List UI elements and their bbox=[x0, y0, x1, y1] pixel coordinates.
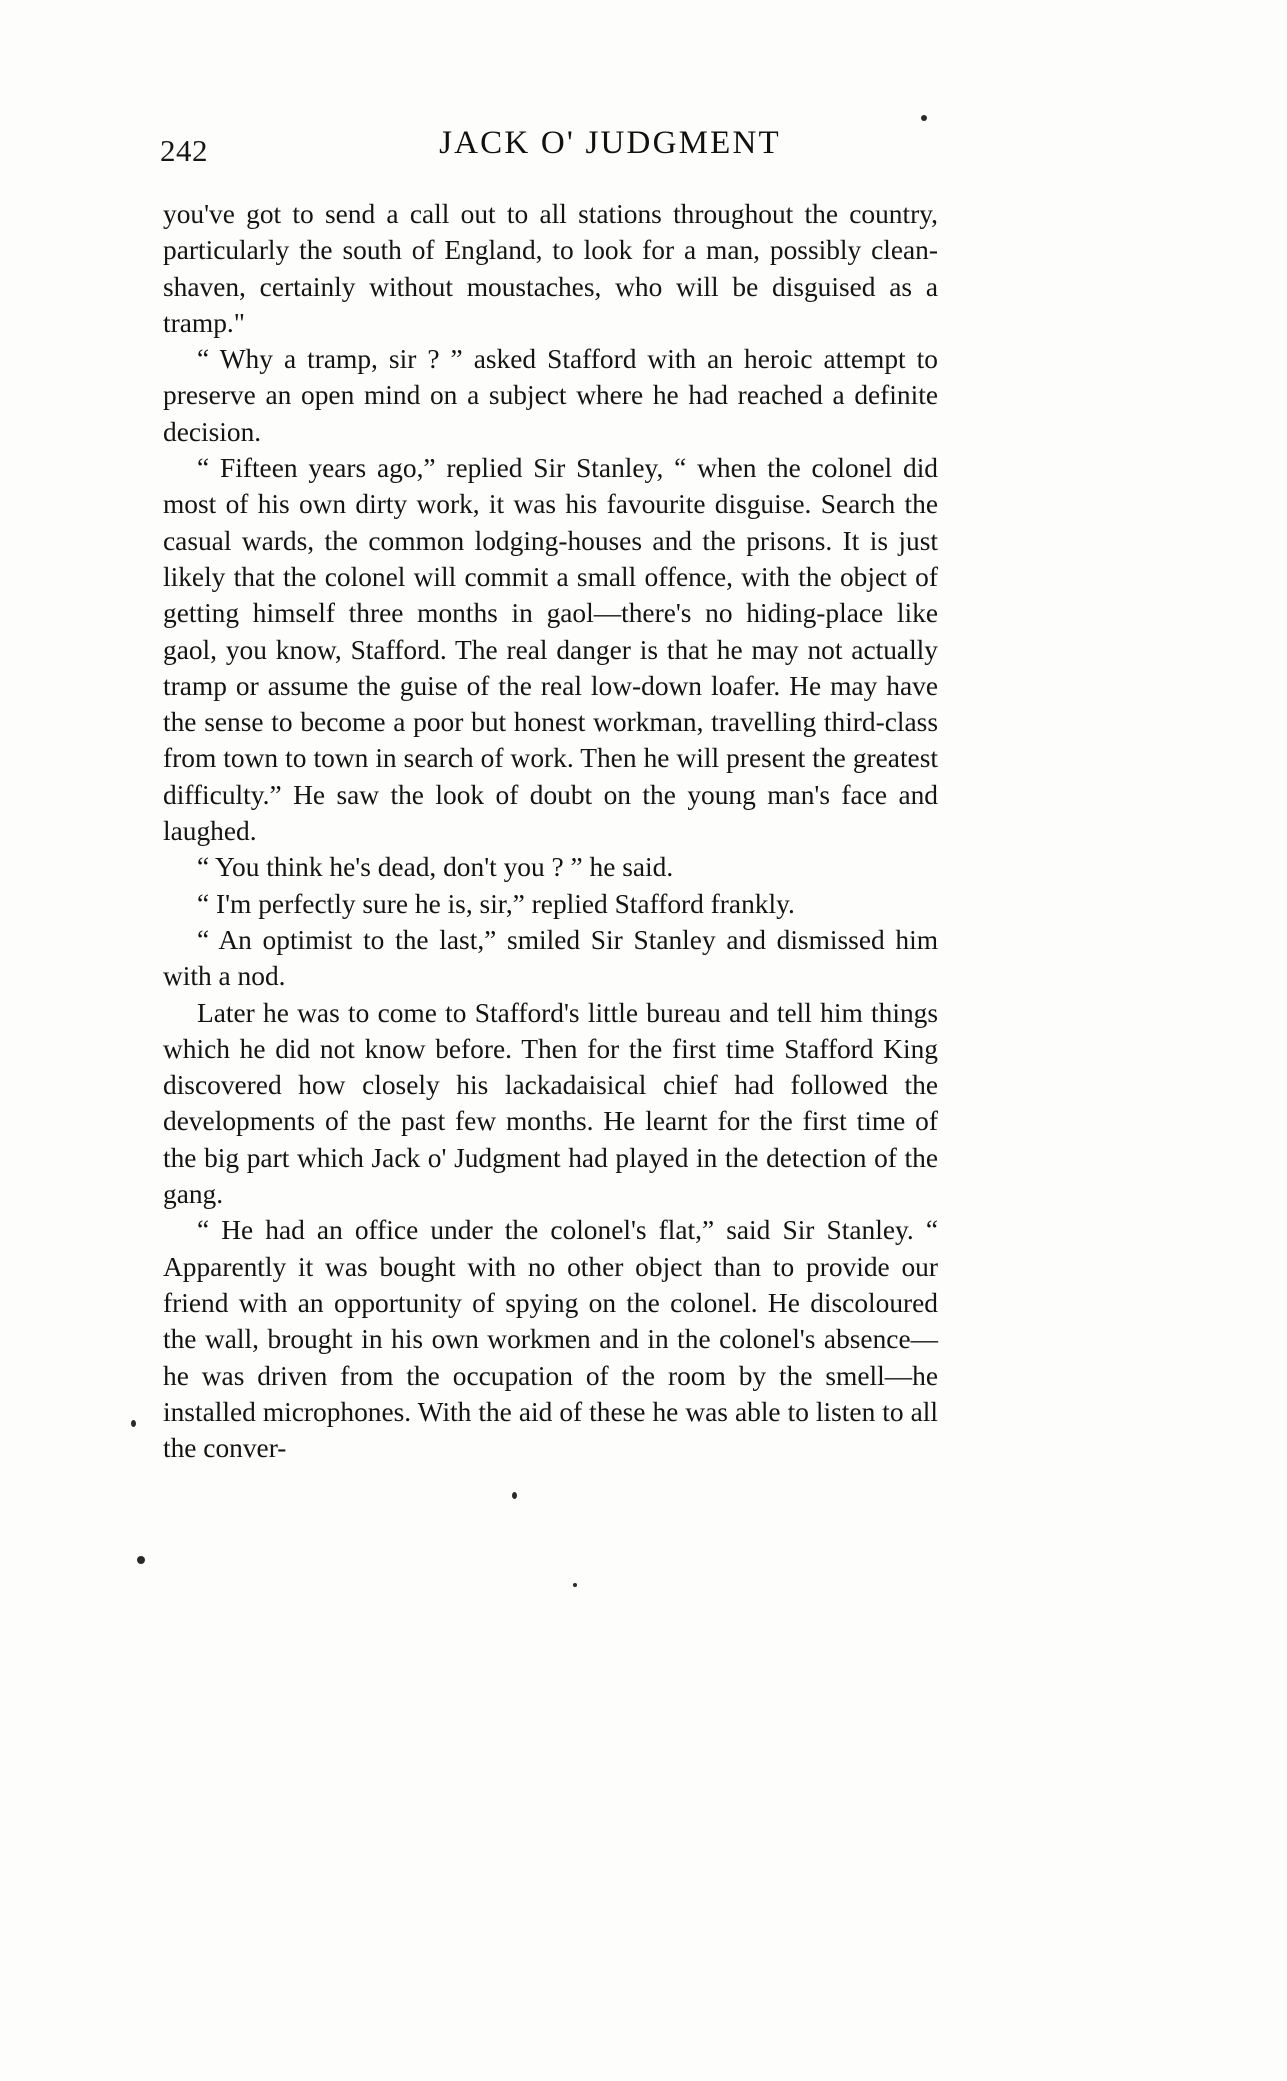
paragraph: “ An optimist to the last,” smiled Sir Stanley and dismissed him with a nod. bbox=[163, 924, 938, 992]
scan-speck bbox=[512, 1492, 517, 1499]
paragraph: “ You think he's dead, don't you ? ” he said. bbox=[197, 852, 674, 883]
paragraph: Later he was to come to Stafford's little bureau and tell him things which he did not know before. Then for the first time Stafford King discovered how closely his lackadaisical chief had followed the developments of the past few months. He learnt for the first time of the big part which Jack o' Judgment had played in the detection of the gang. bbox=[163, 997, 938, 1210]
scan-speck bbox=[137, 1556, 145, 1564]
page-title: JACK O' JUDGMENT bbox=[439, 125, 781, 161]
scan-speck bbox=[573, 1583, 577, 1587]
paragraph: you've got to send a call out to all stations throughout the country, particularly the south of England, to look for a man, possibly clean-shaven, certainly without moustaches, who will be disguised as a tramp." bbox=[163, 199, 938, 338]
paragraph: “ I'm perfectly sure he is, sir,” replied Stafford frankly. bbox=[197, 888, 795, 919]
paragraph: “ Fifteen years ago,” replied Sir Stanley, “ when the colonel did most of his own dirty work, it was his favourite disguise. Search the casual wards, the common lodging-houses and the prisons. It is just likely that the colonel will commit a small offence, with the object of getting himself three months in gaol—there's no hiding-place like gaol, you know, Stafford. The real danger is that he may not actually tramp or assume the guise of the real low-down loafer. He may have the sense to become a poor but honest workman, travelling third-class from town to town in search of work. Then he will present the greatest difficulty.” He saw the look of doubt on the young man's face and laughed. bbox=[163, 453, 938, 847]
page-number: 242 bbox=[160, 133, 208, 168]
page-header bbox=[160, 125, 1060, 175]
paragraph: “ Why a tramp, sir ? ” asked Stafford with an heroic attempt to preserve an open mind on a subject where he had reached a definite decision. bbox=[163, 344, 938, 447]
page-body bbox=[163, 196, 938, 1466]
scan-speck bbox=[921, 115, 927, 121]
paragraph: “ He had an office under the colonel's flat,” said Sir Stanley. “ Apparently it was bought with no other object than to provide our friend with an opportunity of spying on the colonel. He discoloured the wall, brought in his own workmen and in the colonel's absence—he was driven from the occupation of the room by the smell—he installed microphones. With the aid of these he was able to listen to all the conver- bbox=[163, 1215, 938, 1464]
scan-speck bbox=[131, 1420, 136, 1427]
